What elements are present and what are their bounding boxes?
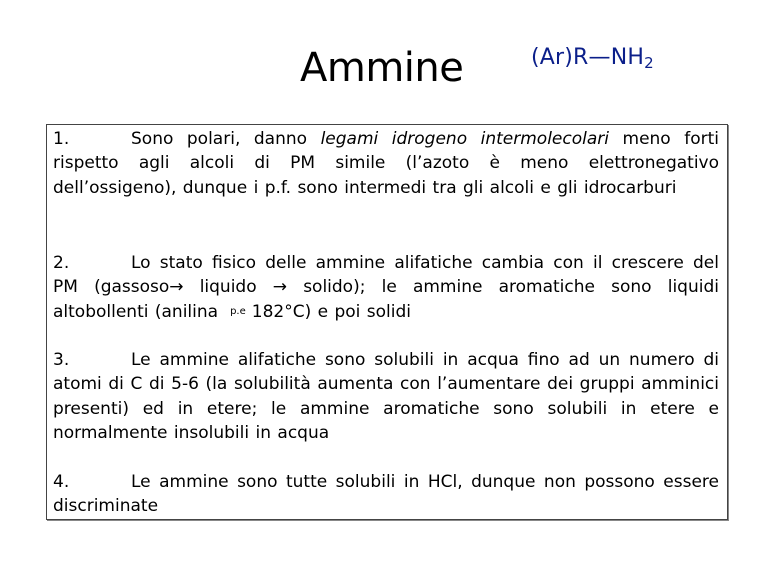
item-text: 182°C) e poi solidi [251, 301, 412, 322]
slide-title: Ammine [300, 45, 464, 91]
item-number: 1. [53, 129, 70, 149]
item-text: meno forti rispetto agli alcoli di PM simile (l’azoto è meno elettronegativo dell’ossigeno), dunque i p.f. sono intermedi tra gli alcoli e gli idrocarburi [53, 129, 719, 198]
item-number: 2. [53, 253, 70, 273]
content-box [46, 124, 728, 520]
item-text: Le ammine sono tutte solubili in HCl, dunque non possono essere discriminate [53, 472, 719, 517]
item-text: Sono polari, danno [131, 129, 321, 149]
item-number: 3. [53, 350, 70, 370]
item-text: Le ammine alifatiche sono solubili in acqua fino ad un numero di atomi di C di 5-6 (la solubilità aumenta con l’aumentare dei gruppi amminici presenti) ed in etere; le ammine aromatiche sono solubili in etere e normalmente insolubili in acqua [53, 350, 719, 443]
item-4 [53, 470, 719, 519]
item-text: Lo stato fisico delle ammine alifatiche cambia con il crescere del PM (gassoso→ liquido → solido); le ammine aromatiche sono liquidi altobollenti (anilina [53, 253, 719, 322]
item-3 [53, 348, 719, 445]
formula-subscript: 2 [644, 54, 654, 72]
item-1 [53, 127, 719, 200]
boiling-point-label: p.e [230, 305, 246, 317]
amine-formula [531, 44, 654, 77]
item-text-italic: legami idrogeno intermolecolari [320, 129, 609, 149]
item-number: 4. [53, 472, 70, 492]
formula-main: (Ar)R—NH [531, 45, 645, 70]
item-2 [53, 251, 719, 324]
